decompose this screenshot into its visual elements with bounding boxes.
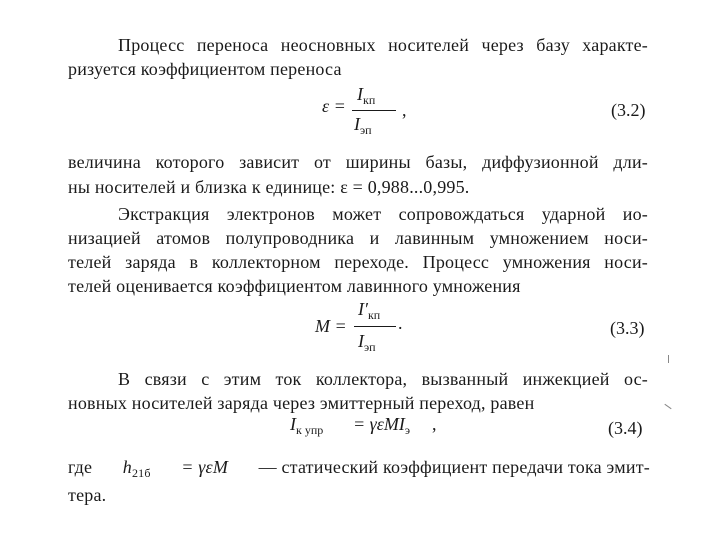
eq-3-2-lhs: ε =: [322, 96, 346, 116]
eq-3-4-lhs: $I_{к упр}$: [290, 414, 324, 437]
eq-3-4-rhs: = γεMI$_э$: [353, 414, 410, 437]
paragraph-4-line-1: В связи с этим ток коллектора, вызванный инжекцией ос-: [118, 369, 648, 389]
paragraph-3-line-4: телей оценивается коэффициентом лавинного умножения: [68, 276, 521, 296]
paragraph-1-line-2: ризуется коэффициентом переноса: [68, 59, 342, 79]
p5-prefix: где: [68, 457, 93, 477]
eq-3-3-numerator: $I'_{кп}$: [358, 299, 381, 322]
scan-mark: [664, 404, 671, 409]
eq-3-3-denominator: $I_{эп}$: [358, 331, 376, 354]
scan-mark: [668, 355, 669, 363]
paragraph-4-line-2: новных носителей заряда через эмиттерный переход, равен: [68, 393, 535, 413]
eq-3-3-number: (3.3): [610, 318, 645, 338]
eq-3-2-denominator: $I_{эп}$: [354, 114, 372, 137]
eq-3-3-lhs: M =: [315, 316, 347, 336]
eq-3-3-fraction-bar: [354, 326, 396, 327]
eq-3-4-number: (3.4): [608, 418, 643, 438]
paragraph-5-line-1: [68, 456, 650, 484]
eq-3-2-number: (3.2): [611, 100, 646, 120]
p5-symbol: $h_{21б}$: [122, 457, 151, 480]
eq-3-3-tail: .: [398, 313, 403, 333]
eq-3-4-tail: ,: [432, 414, 437, 434]
paragraph-5-line-2: тера.: [68, 485, 107, 505]
paragraph-3-line-1: Экстракция электронов может сопровождаться ударной ио-: [118, 204, 648, 224]
p5-equality: = γεM: [181, 457, 229, 477]
paragraph-3-line-3: телей заряда в коллекторном переходе. Процесс умножения носи-: [68, 252, 648, 272]
paragraph-3-line-2: низацией атомов полупроводника и лавинным умножением носи-: [68, 228, 648, 248]
paragraph-1-line-1: Процесс переноса неосновных носителей через базу характе-: [118, 35, 648, 55]
paragraph-2-line-1: величина которого зависит от ширины базы, диффузионной дли-: [68, 152, 648, 172]
eq-3-2-tail: ,: [402, 100, 407, 120]
eq-3-2-fraction-bar: [352, 110, 396, 111]
paragraph-2-line-2: ны носителей и близка к единице: ε = 0,988...0,995.: [68, 177, 470, 197]
eq-3-2-numerator: $I_{кп}$: [357, 84, 376, 107]
p5-text: — статический коэффициент передачи тока эмит-: [258, 457, 650, 477]
